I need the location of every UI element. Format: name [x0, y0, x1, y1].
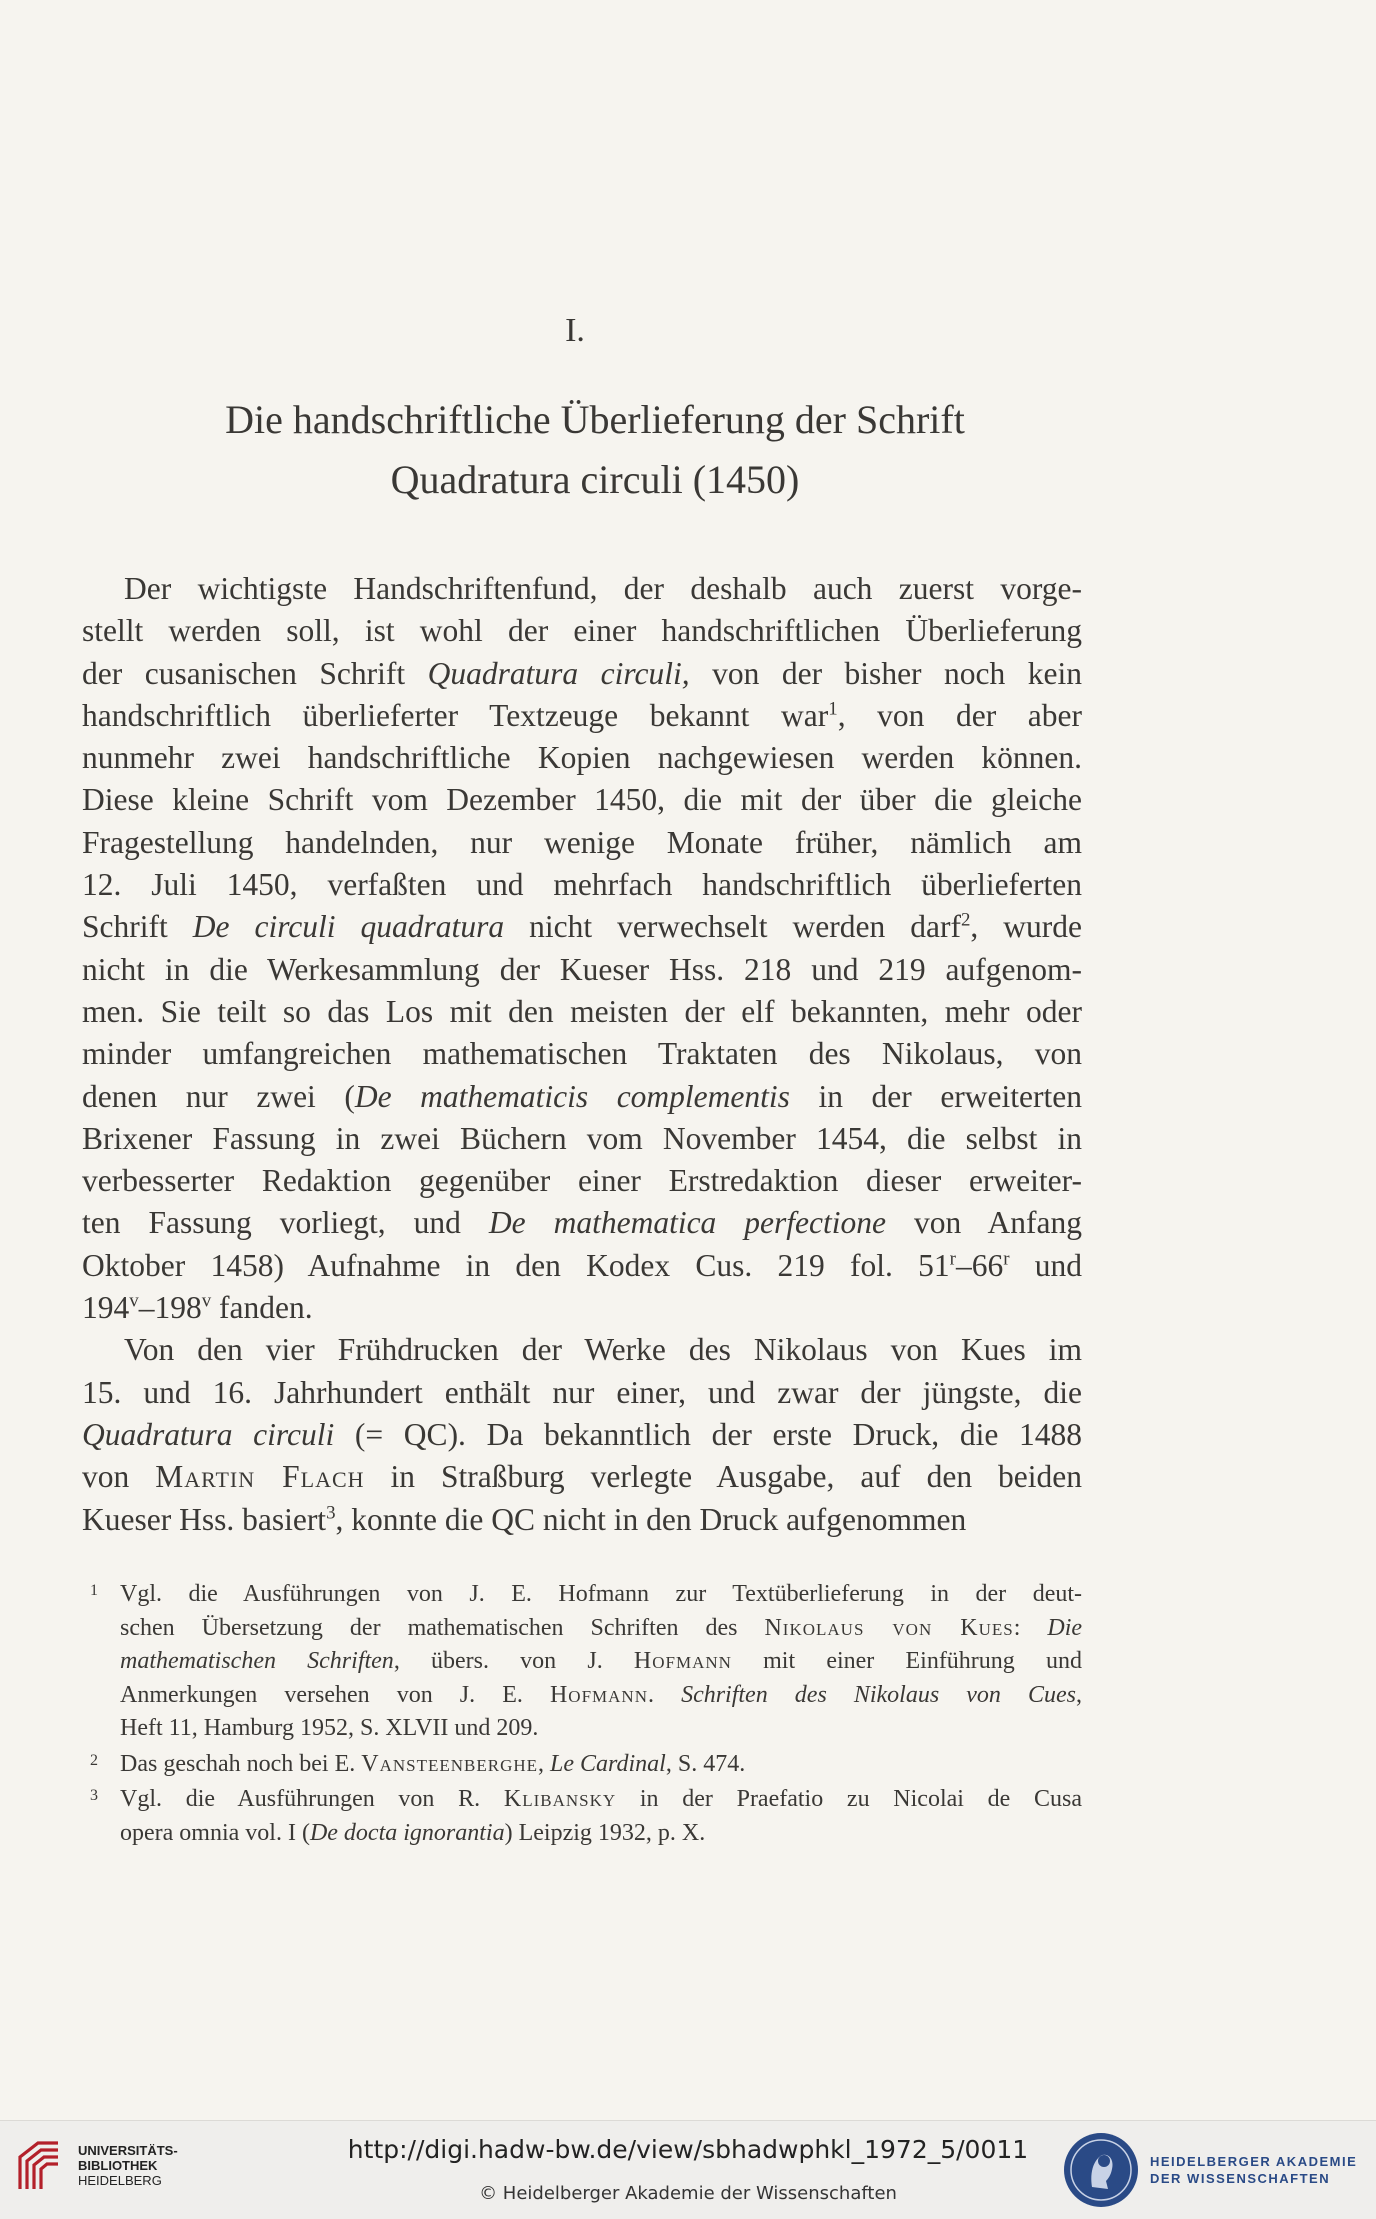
text-line: Oktober 1458) Aufnahme in den Kodex Cus. 219 fol. 51$^r$–66$^r$ und [82, 1247, 1082, 1283]
footnote-number: 3 [90, 1787, 98, 1804]
footnote [82, 1783, 1082, 1850]
chapter-number: I. [565, 312, 585, 349]
footnote-marker: 2 [960, 909, 971, 931]
author-name: Klibansky [503, 1786, 617, 1812]
text-line: Quadratura circuli (= QC). Da bekanntlich der erste Druck, die 1488 [82, 1416, 1082, 1452]
text-line: denen nur zwei (De mathematicis complementis in der erweiterten [82, 1078, 1082, 1114]
text-line: stellt werden soll, ist wohl der einer handschriftlichen Überlieferung [82, 613, 1082, 649]
text-line: schen Übersetzung der mathematischen Schriften des Nikolaus von Kues: Die [120, 1614, 1083, 1641]
text-line: 12. Juli 1450, verfaßten und mehrfach handschriftlich überlieferten [82, 867, 1082, 903]
text-line: minder umfangreichen mathematischen Traktaten des Nikolaus, von [82, 1036, 1082, 1072]
text-line: 15. und 16. Jahrhundert enthält nur einer, und zwar der jüngste, die [82, 1374, 1082, 1410]
footnote-number: 2 [90, 1751, 98, 1769]
text-line: der cusanischen Schrift Quadratura circuli, von der bisher noch kein [82, 655, 1082, 691]
text-line: Das geschah noch bei E. Vansteenberghe, Le Cardinal, S. 474. [120, 1750, 746, 1777]
academy-seal-icon [1062, 2131, 1140, 2209]
permalink-url[interactable]: http://digi.hadw-bw.de/view/sbhadwphkl_1972_5/0011 [347, 2135, 1029, 2164]
viewer-footer [0, 2120, 1376, 2219]
footnote-number: 1 [90, 1582, 98, 1599]
academy-line-1: HEIDELBERGER AKADEMIE [1150, 2154, 1358, 2169]
text-line: men. Sie teilt so das Los mit den meisten der elf bekannten, mehr oder [82, 993, 1082, 1029]
author-name: Hofmann [633, 1648, 732, 1674]
title-line-1: Die handschriftliche Überlieferung der Schrift [225, 397, 965, 442]
text-line: Schrift De circuli quadratura nicht verwechselt werden darf$^2$, wurde [82, 909, 1082, 945]
text-line: von Martin Flach in Straßburg verlegte Ausgabe, auf den beiden [82, 1459, 1083, 1495]
text-line: Brixener Fassung in zwei Büchern vom November 1454, die selbst in [82, 1120, 1082, 1156]
footnote-marker: r [949, 1248, 956, 1270]
footnote [82, 1578, 1082, 1746]
author-name: Nikolaus von Kues [764, 1614, 1014, 1641]
academy-line-2: DER WISSENSCHAFTEN [1150, 2171, 1331, 2186]
text-line: handschriftlich überlieferter Textzeuge bekannt war$^1$, von der aber [82, 697, 1082, 733]
author-name: Hofmann [549, 1681, 648, 1708]
author-name: Martin Flach [155, 1459, 365, 1495]
text-line: Der wichtigste Handschriftenfund, der deshalb auch zuerst vorge- [124, 571, 1082, 606]
library-line-3: HEIDELBERG [78, 2173, 162, 2188]
text-line: nunmehr zwei handschriftliche Kopien nachgewiesen werden können. [82, 740, 1082, 776]
footnote-marker: v [129, 1290, 139, 1312]
text-line: ten Fassung vorliegt, und De mathematica perfectione von Anfang [82, 1205, 1082, 1241]
footnote [82, 1748, 1082, 1782]
text-line: Anmerkungen versehen von J. E. Hofmann. Schriften des Nikolaus von Cues, [120, 1681, 1082, 1708]
academy-name [1150, 2153, 1357, 2187]
footnotes [82, 1578, 1082, 1852]
text-line: mathematischen Schriften, übers. von J. Hofmann mit einer Einführung und [120, 1648, 1082, 1674]
text-line: Kueser Hss. basiert$^3$, konnte die QC nicht in den Druck aufgenommen [82, 1501, 967, 1537]
footnote-marker: 1 [828, 698, 838, 720]
paragraph-1 [82, 568, 1082, 1329]
text-line: verbesserter Redaktion gegenüber einer Erstredaktion dieser erweiter- [82, 1163, 1082, 1199]
author-name: Vansteenberghe [361, 1750, 539, 1777]
text-line: Vgl. die Ausführungen von R. Klibansky in der Praefatio zu Nicolai de Cusa [120, 1786, 1083, 1812]
library-line-1: UNIVERSITÄTS- [78, 2143, 178, 2158]
text-line: Diese kleine Schrift vom Dezember 1450, die mit der über die gleiche [82, 782, 1082, 818]
title-line-2: Quadratura circuli (1450) [390, 457, 800, 502]
text-line: opera omnia vol. I (De docta ignorantia) Leipzig 1932, p. X. [120, 1819, 706, 1846]
text-line: nicht in die Werkesammlung der Kueser Hss. 218 und 219 aufgenom- [82, 951, 1082, 987]
footnote-marker: v [201, 1290, 212, 1312]
body-text [82, 568, 1082, 1541]
copyright-notice: © Heidelberger Akademie der Wissenschaften [479, 2183, 897, 2204]
footnote-marker: 3 [326, 1502, 336, 1524]
paragraph-2 [82, 1329, 1082, 1540]
text-line: Von den vier Frühdrucken der Werke des Nikolaus von Kues im [124, 1332, 1082, 1368]
text-line: Fragestellung handelnden, nur wenige Monate früher, nämlich am [82, 824, 1082, 860]
library-line-2: BIBLIOTHEK [78, 2158, 158, 2173]
text-line: Heft 11, Hamburg 1952, S. XLVII und 209. [120, 1715, 539, 1741]
text-line: Vgl. die Ausführungen von J. E. Hofmann zur Textüberlieferung in der deut- [120, 1581, 1082, 1607]
footnote-marker: r [1003, 1248, 1010, 1270]
text-line: 194$^v$–198$^v$ fanden. [82, 1290, 313, 1326]
page-title [80, 390, 1110, 510]
